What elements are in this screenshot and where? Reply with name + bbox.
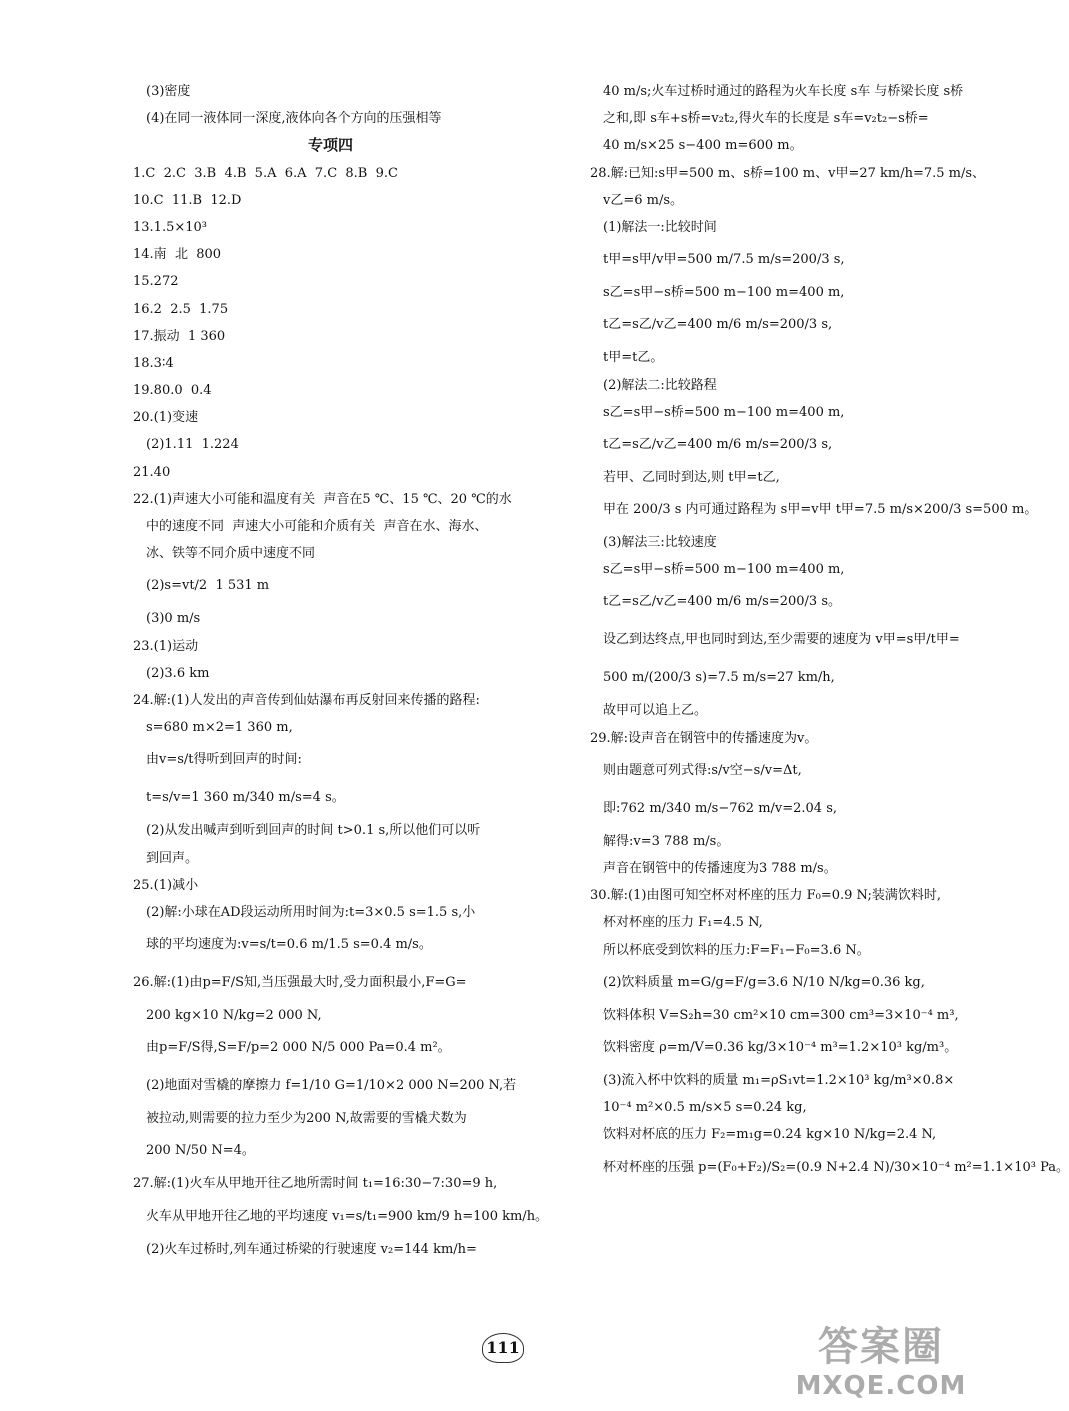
answer-line: 饮料密度 ρ=m/V=0.36 kg/3×10⁻⁴ m³=1.2×10³ kg/m³。 — [603, 1039, 958, 1055]
answer-line: 解得:v=3 788 m/s。 — [603, 833, 730, 849]
answer-line: (1)解法一:比较时间 — [603, 219, 717, 235]
answer-line: t甲=t乙。 — [603, 350, 664, 366]
answer-line: (2)地面对雪橇的摩擦力 f=1/10 G=1/10×2 000 N=200 N,若 — [146, 1078, 517, 1094]
left-column — [133, 78, 553, 1263]
answer-line: (2)饮料质量 m=G/g=F/g=3.6 N/10 N/kg=0.36 kg, — [603, 974, 925, 990]
answer-line: t乙=s乙/v乙=400 m/6 m/s=200/3 s, — [603, 317, 833, 333]
answer-line: 21.40 — [133, 464, 171, 480]
answer-line: 故甲可以追上乙。 — [603, 703, 708, 719]
answer-line: 声音在钢管中的传播速度为3 788 m/s。 — [603, 861, 837, 876]
answer-line: s=680 m×2=1 360 m, — [146, 720, 293, 736]
answer-line: t乙=s乙/v乙=400 m/6 m/s=200/3 s, — [603, 436, 833, 452]
answer-line: 18.3∶4 — [133, 355, 174, 371]
answer-line: 20.(1)变速 — [133, 410, 199, 426]
answer-line: 40 m/s×25 s−400 m=600 m。 — [603, 138, 803, 154]
answer-line: 1.C 2.C 3.B 4.B 5.A 6.A 7.C 8.B 9.C — [133, 165, 398, 181]
answer-line: 若甲、乙同时到达,则 t甲=t乙, — [603, 469, 780, 485]
right-column — [590, 78, 1069, 1187]
watermark-url: MXQE.COM — [795, 1371, 967, 1401]
answer-line: 由p=F/S得,S=F/p=2 000 N/5 000 Pa=0.4 m²。 — [146, 1040, 451, 1056]
answer-line: 10.C 11.B 12.D — [133, 192, 242, 208]
answer-line: t乙=s乙/v乙=400 m/6 m/s=200/3 s。 — [603, 594, 841, 610]
answer-line: 杯对杯座的压强 p=(F₀+F₂)/S₂=(0.9 N+2.4 N)/30×10⁻⁴ m²=1.1×10³ Pa。 — [603, 1159, 1069, 1175]
page-number: 111 — [482, 1333, 524, 1363]
answer-line: 饮料体积 V=S₂h=30 cm²×10 cm=300 cm³=3×10⁻⁴ m³, — [603, 1007, 959, 1023]
answer-line: 甲在 200/3 s 内可通过路程为 s甲=v甲 t甲=7.5 m/s×200/3 s=500 m。 — [603, 502, 1038, 518]
answer-line: 14.南 北 800 — [133, 247, 222, 263]
answer-line: 16.2 2.5 1.75 — [133, 301, 229, 317]
answer-line: 19.80.0 0.4 — [133, 383, 212, 399]
answer-line: (2)从发出喊声到听到回声的时间 t>0.1 s,所以他们可以听 — [146, 823, 481, 839]
answer-line: s乙=s甲−s桥=500 m−100 m=400 m, — [603, 404, 845, 420]
answer-line: 则由题意可列式得:s/v空−s/v=Δt, — [603, 762, 802, 778]
answer-line: 被拉动,则需要的拉力至少为200 N,故需要的雪橇犬数为 — [146, 1111, 467, 1127]
answer-line: 28.解:已知:s甲=500 m、s桥=100 m、v甲=27 km/h=7.5 m/s、 — [590, 165, 986, 181]
answer-line: 17.振动 1 360 — [133, 328, 226, 344]
answer-line: 火车从甲地开往乙地的平均速度 v₁=s/t₁=900 km/9 h=100 km/h。 — [146, 1208, 549, 1224]
watermark-logo-text: 答案圈 — [818, 1324, 944, 1370]
answer-line: 到回声。 — [146, 850, 199, 866]
answer-line: 200 N/50 N=4。 — [146, 1143, 255, 1159]
answer-line: (3)流入杯中饮料的质量 m₁=ρS₁vt=1.2×10³ kg/m³×0.8× — [603, 1072, 955, 1088]
answer-line: (2)1.11 1.224 — [146, 437, 239, 453]
answer-line: 杯对杯座的压力 F₁=4.5 N, — [603, 915, 763, 931]
answer-line: (3)0 m/s — [146, 611, 201, 627]
answer-line: 所以杯底受到饮料的压力:F=F₁−F₀=3.6 N。 — [603, 942, 870, 958]
answer-line: 25.(1)减小 — [133, 877, 199, 893]
answer-line: 200 kg×10 N/kg=2 000 N, — [146, 1008, 322, 1024]
answer-line: 由v=s/t得听到回声的时间: — [146, 752, 302, 768]
answer-line: 24.解:(1)人发出的声音传到仙姑瀑布再反射回来传播的路程: — [133, 692, 480, 708]
answer-line: 之和,即 s车+s桥=v₂t₂,得火车的长度是 s车=v₂t₂−s桥= — [603, 111, 929, 127]
answer-line: 26.解:(1)由p=F/S知,当压强最大时,受力面积最小,F=G= — [133, 975, 467, 991]
answer-line: t=s/v=1 360 m/340 m/s=4 s。 — [146, 790, 345, 806]
answer-line: 球的平均速度为:v=s/t=0.6 m/1.5 s=0.4 m/s。 — [146, 937, 432, 953]
answer-line: 饮料对杯底的压力 F₂=m₁g=0.24 kg×10 N/kg=2.4 N, — [603, 1127, 937, 1143]
answer-line: 23.(1)运动 — [133, 638, 199, 654]
answer-line: 40 m/s;火车过桥时通过的路程为火车长度 s车 与桥梁长度 s桥 — [603, 84, 964, 99]
watermark — [776, 1323, 986, 1401]
answer-line: s乙=s甲−s桥=500 m−100 m=400 m, — [603, 562, 845, 578]
answer-line: (2)火车过桥时,列车通过桥梁的行驶速度 v₂=144 km/h= — [146, 1241, 477, 1257]
answer-line: (4)在同一液体同一深度,液体向各个方向的压强相等 — [146, 111, 442, 127]
answer-line: 30.解:(1)由图可知空杯对杯座的压力 F₀=0.9 N;装满饮料时, — [590, 888, 941, 904]
answer-line: 29.解:设声音在钢管中的传播速度为v。 — [590, 730, 818, 746]
answer-line: v乙=6 m/s。 — [603, 192, 684, 208]
answer-line: (3)解法三:比较速度 — [603, 535, 717, 551]
answer-line: 27.解:(1)火车从甲地开往乙地所需时间 t₁=16:30−7:30=9 h, — [133, 1176, 498, 1192]
answer-line: 22.(1)声速大小可能和温度有关 声音在5 ℃、15 ℃、20 ℃的水 — [133, 491, 512, 507]
answer-line: s乙=s甲−s桥=500 m−100 m=400 m, — [603, 285, 845, 301]
answer-line: 15.272 — [133, 274, 179, 290]
answer-line: (3)密度 — [146, 84, 191, 99]
answer-line: (2)解法二:比较路程 — [603, 377, 717, 393]
answer-line: 500 m/(200/3 s)=7.5 m/s=27 km/h, — [603, 670, 835, 686]
answer-line: 10⁻⁴ m²×0.5 m/s×5 s=0.24 kg, — [603, 1100, 807, 1116]
answer-line: 即:762 m/340 m/s−762 m/v=2.04 s, — [603, 800, 838, 816]
answer-line: 中的速度不同 声速大小可能和介质有关 声音在水、海水、 — [146, 519, 488, 534]
answer-line: t甲=s甲/v甲=500 m/7.5 m/s=200/3 s, — [603, 252, 845, 268]
answer-line: (2)3.6 km — [146, 665, 210, 681]
answer-line: 冰、铁等不同介质中速度不同 — [146, 546, 316, 562]
answer-line: (2)s=vt/2 1 531 m — [146, 578, 270, 594]
answer-line: (2)解:小球在AD段运动所用时间为:t=3×0.5 s=1.5 s,小 — [146, 904, 476, 920]
answer-line: 13.1.5×10³ — [133, 219, 207, 235]
answer-line: 设乙到达终点,甲也同时到达,至少需要的速度为 v甲=s甲/t甲= — [603, 632, 960, 648]
section-heading: 专项四 — [307, 136, 353, 155]
